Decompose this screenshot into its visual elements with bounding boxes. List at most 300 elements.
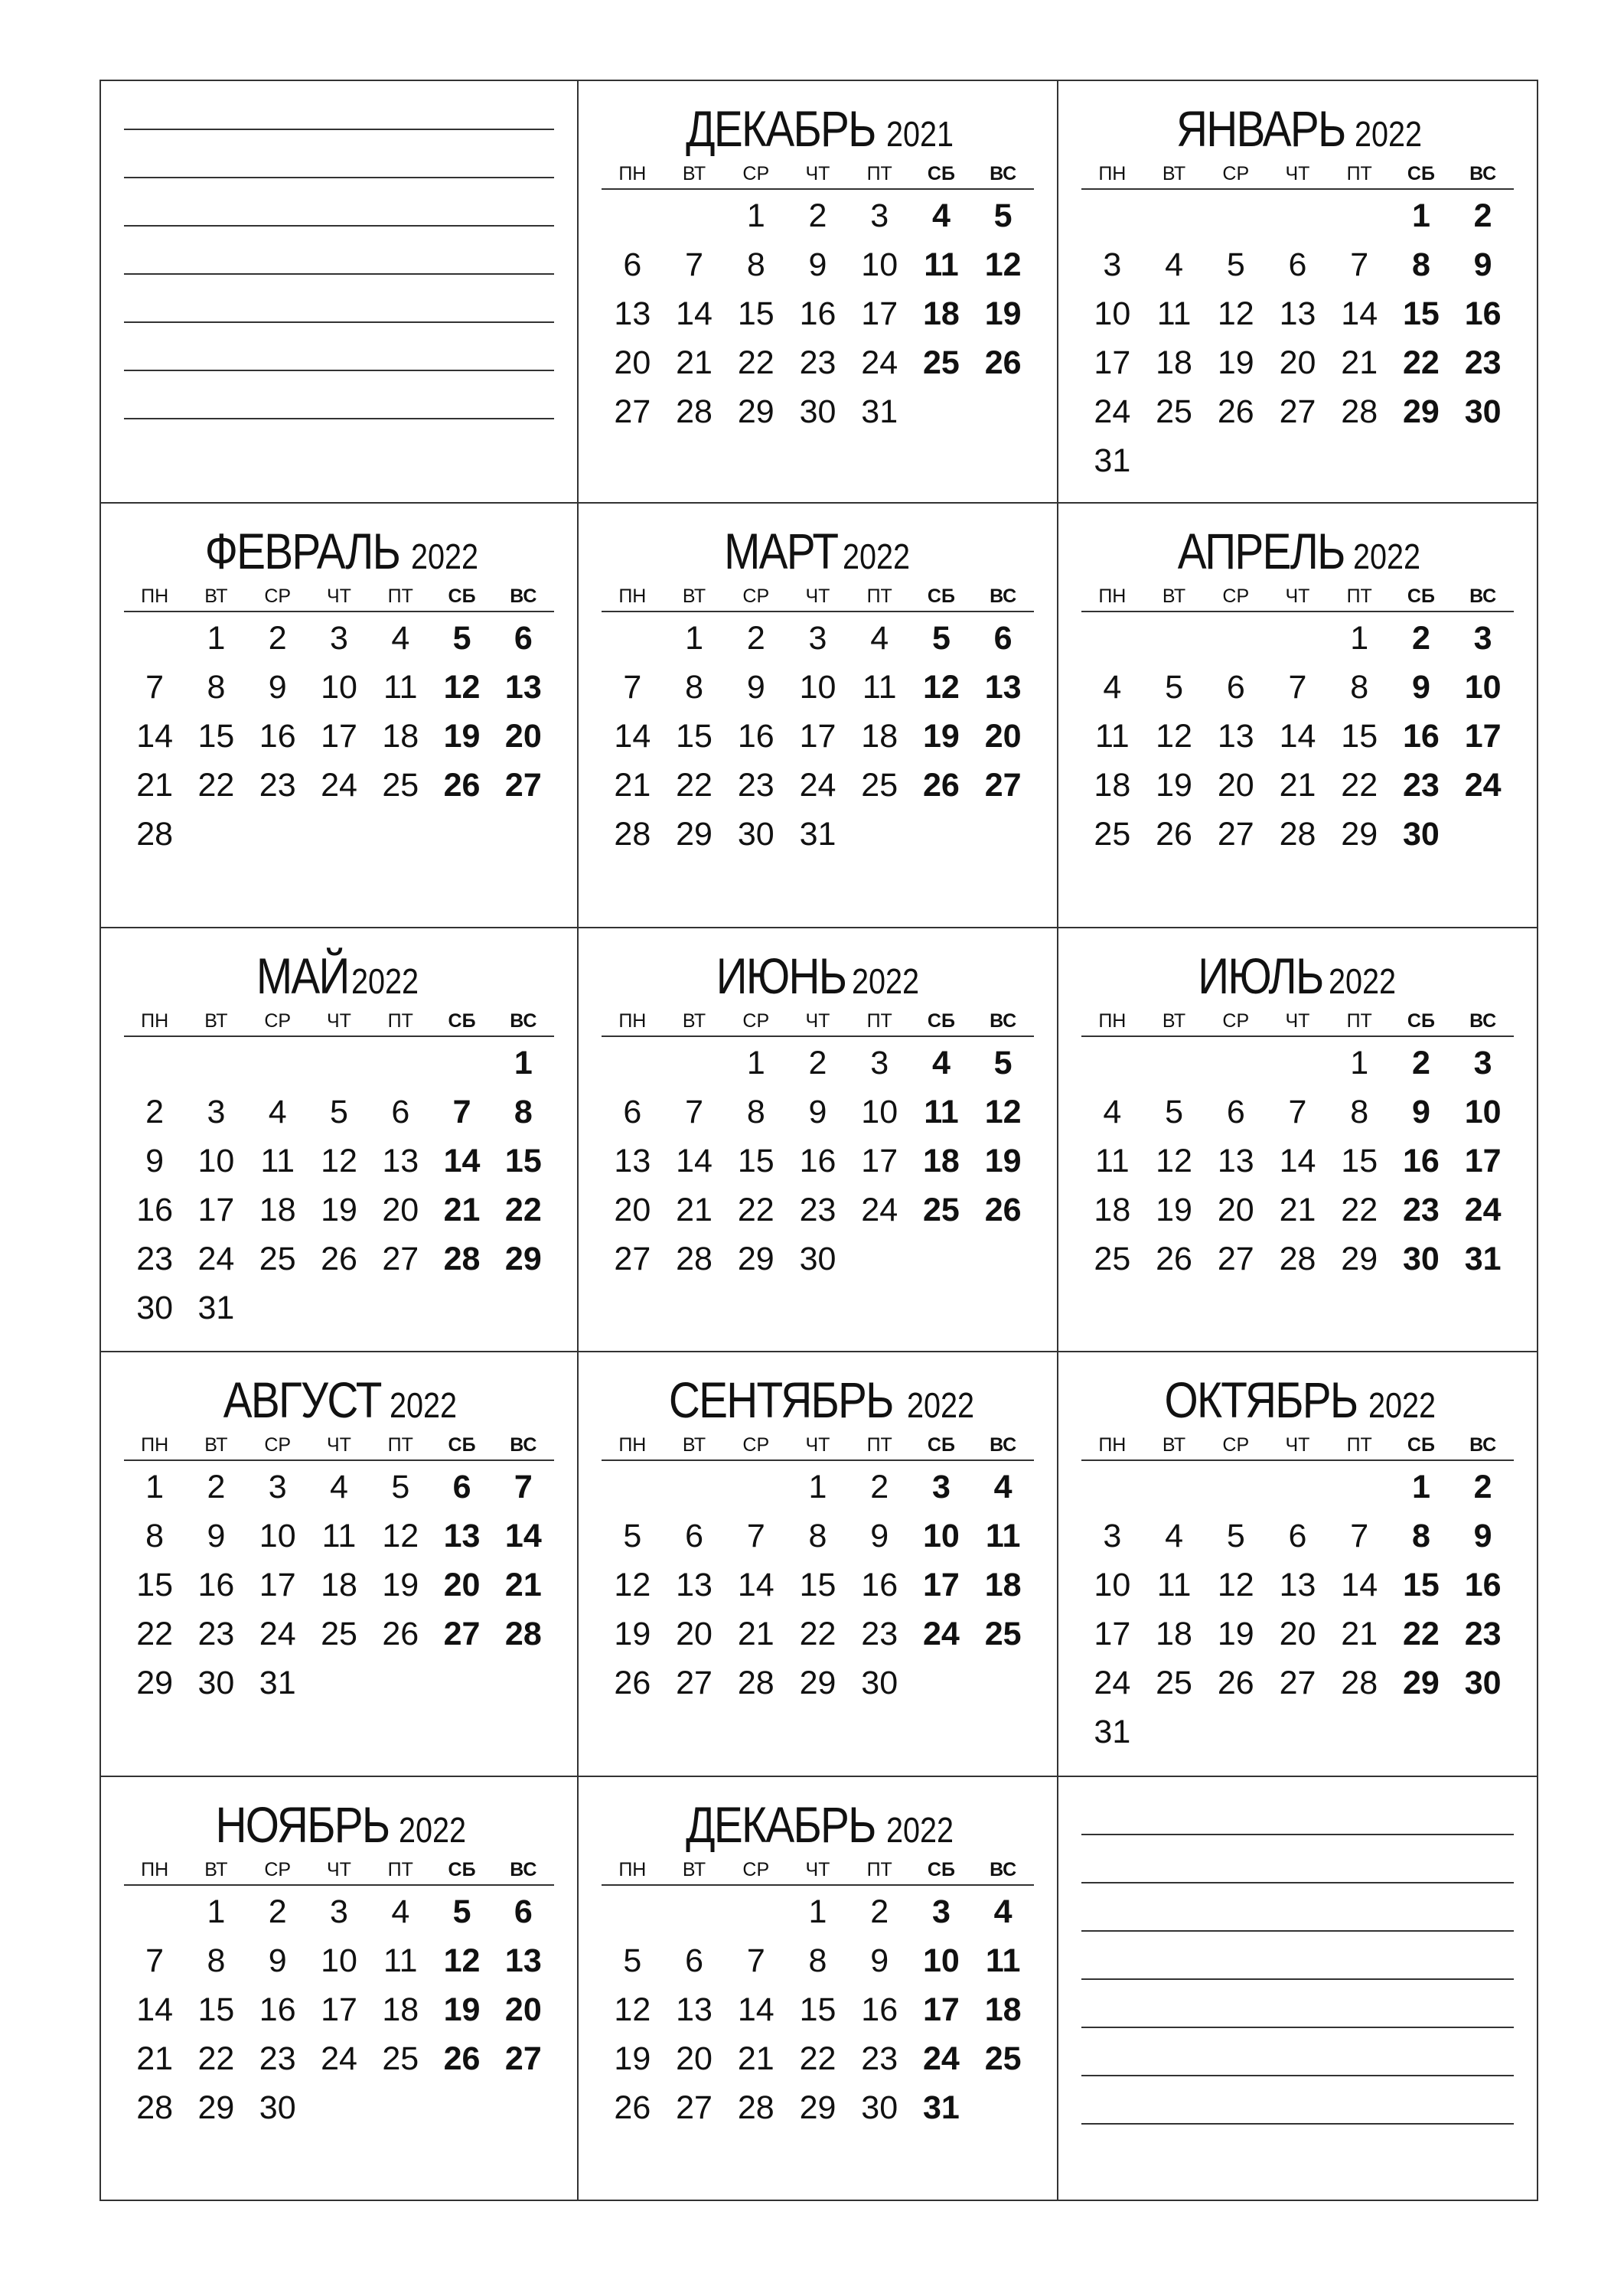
day: 7 <box>1350 246 1369 283</box>
weekend-day: 27 <box>443 1616 481 1653</box>
weekday-label: ПН <box>618 1434 647 1456</box>
weekend-day: 20 <box>984 718 1022 755</box>
weekend-day: 23 <box>1464 344 1502 381</box>
day: 5 <box>1226 1518 1245 1555</box>
weekday-label: ПН <box>141 585 169 608</box>
weekday-label: ВТ <box>1162 1009 1186 1032</box>
days-grid <box>124 1039 554 1332</box>
empty-day <box>664 191 726 240</box>
month-panel <box>579 504 1058 928</box>
weekend-day: 20 <box>443 1567 481 1604</box>
month-panel <box>99 1777 579 2201</box>
day: 27 <box>1279 1665 1316 1702</box>
day: 29 <box>197 2089 235 2126</box>
day: 29 <box>737 393 774 430</box>
day: 7 <box>746 1942 765 1979</box>
empty-day <box>1205 1463 1267 1512</box>
day: 19 <box>614 2040 651 2077</box>
empty-day <box>602 614 664 663</box>
day: 8 <box>685 669 704 706</box>
weekday-label: ВС <box>1469 163 1497 184</box>
weekday-label: ПТ <box>387 1009 413 1032</box>
day: 22 <box>737 1191 774 1228</box>
day: 25 <box>382 2040 419 2077</box>
weekday-label: ПТ <box>387 1858 413 1880</box>
weekday-label: ПТ <box>1346 585 1372 608</box>
days-grid <box>124 1463 554 1707</box>
day: 21 <box>136 2040 174 2077</box>
weekday-label: ПН <box>618 585 647 608</box>
weekend-day: 13 <box>504 1942 542 1979</box>
weekend-day: 4 <box>931 197 951 234</box>
empty-day <box>431 1039 492 1088</box>
month-year: 2022 <box>886 1809 954 1850</box>
weekday-label: ПТ <box>1346 1434 1372 1456</box>
month-title <box>602 1794 1034 1855</box>
month-title <box>1081 98 1514 159</box>
weekend-day: 1 <box>1411 197 1430 234</box>
weekday-label: СБ <box>927 1009 955 1032</box>
day: 22 <box>197 767 235 804</box>
day: 5 <box>1165 669 1184 706</box>
weekend-day: 19 <box>443 718 481 755</box>
weekday-label: ЧТ <box>327 1009 351 1032</box>
day: 16 <box>259 1991 296 2028</box>
day: 23 <box>197 1616 235 1653</box>
day: 26 <box>614 2089 651 2126</box>
day: 14 <box>737 1991 774 2028</box>
day: 5 <box>391 1469 410 1506</box>
day: 15 <box>1341 1142 1378 1179</box>
weekend-day: 11 <box>985 1518 1021 1555</box>
empty-day <box>1205 614 1267 663</box>
day: 6 <box>685 1518 704 1555</box>
empty-day <box>602 1039 664 1088</box>
day: 17 <box>799 718 836 755</box>
day: 1 <box>1350 1044 1369 1081</box>
empty-day <box>725 1887 787 1936</box>
day: 17 <box>321 1991 357 2028</box>
day: 31 <box>259 1665 296 1702</box>
month-title <box>124 945 554 1006</box>
notes-panel <box>1058 1777 1538 2201</box>
empty-day <box>1267 1463 1329 1512</box>
day: 23 <box>799 344 836 381</box>
month-title <box>602 520 1034 582</box>
day: 27 <box>1217 816 1254 853</box>
weekday-label: СР <box>742 1858 770 1880</box>
day: 12 <box>614 1991 651 2028</box>
weekday-label: ВС <box>510 1009 537 1032</box>
day: 20 <box>382 1191 419 1228</box>
day: 9 <box>808 1093 827 1130</box>
days-grid <box>602 191 1034 436</box>
day: 13 <box>1279 1567 1316 1604</box>
note-line <box>124 321 554 323</box>
day: 26 <box>382 1616 419 1653</box>
weekday-label: СР <box>264 1858 292 1880</box>
empty-day <box>124 614 185 663</box>
day: 10 <box>197 1142 235 1179</box>
day: 28 <box>1279 816 1316 853</box>
day: 9 <box>268 1942 287 1979</box>
day: 12 <box>1156 718 1192 755</box>
day: 19 <box>1156 767 1192 804</box>
month-calendar <box>602 945 1034 1283</box>
weekday-label: ПТ <box>866 1434 892 1456</box>
day: 13 <box>1217 718 1254 755</box>
weekday-label: ПТ <box>387 1434 413 1456</box>
month-panel <box>99 928 579 1352</box>
weekend-day: 29 <box>1403 393 1440 430</box>
month-panel <box>1058 80 1538 504</box>
day: 5 <box>1165 1093 1184 1130</box>
day: 31 <box>197 1289 235 1326</box>
day: 6 <box>391 1093 410 1130</box>
weekend-day: 8 <box>1411 1518 1430 1555</box>
weekday-label: ЧТ <box>327 585 351 608</box>
weekend-day: 5 <box>993 197 1013 234</box>
day: 11 <box>1156 1567 1192 1604</box>
month-name: ИЮЛЬ <box>1198 947 1323 1004</box>
note-line <box>1081 2075 1514 2076</box>
weekend-day: 6 <box>993 620 1013 657</box>
day: 13 <box>676 1991 713 2028</box>
empty-day <box>1143 614 1205 663</box>
day: 24 <box>259 1616 296 1653</box>
day: 13 <box>382 1142 419 1179</box>
day: 22 <box>737 344 774 381</box>
empty-day <box>1205 191 1267 240</box>
day: 11 <box>1095 718 1130 755</box>
weekend-day: 23 <box>1403 767 1440 804</box>
weekday-label: СР <box>1222 1009 1250 1032</box>
month-name: АПРЕЛЬ <box>1177 523 1345 580</box>
weekend-day: 6 <box>452 1469 471 1506</box>
day: 11 <box>1095 1142 1130 1179</box>
weekday-label: СБ <box>927 1858 955 1880</box>
day: 18 <box>1094 767 1131 804</box>
day: 19 <box>1156 1191 1192 1228</box>
month-year: 2022 <box>842 536 910 577</box>
weekday-label: ПН <box>618 163 647 184</box>
day: 12 <box>382 1518 419 1555</box>
day: 23 <box>259 2040 296 2077</box>
weekday-label: ВТ <box>682 1009 706 1032</box>
day: 4 <box>391 1893 410 1930</box>
day: 30 <box>136 1289 174 1326</box>
day: 22 <box>676 767 713 804</box>
weekend-day: 4 <box>993 1893 1013 1930</box>
day: 24 <box>197 1240 235 1277</box>
day: 21 <box>1279 767 1316 804</box>
weekday-header <box>124 1006 554 1037</box>
day: 31 <box>799 816 836 853</box>
month-name: ДЕКАБРЬ <box>686 1795 876 1853</box>
day: 21 <box>614 767 651 804</box>
weekday-label: ВТ <box>682 163 706 184</box>
weekday-label: ПТ <box>866 1009 892 1032</box>
day: 12 <box>614 1567 651 1604</box>
weekday-label: ПН <box>1098 1009 1127 1032</box>
weekend-day: 18 <box>923 295 960 332</box>
day: 6 <box>1288 246 1307 283</box>
weekend-day: 25 <box>923 344 960 381</box>
weekend-day: 26 <box>443 2040 481 2077</box>
weekend-day: 16 <box>1464 295 1502 332</box>
weekend-day: 17 <box>1464 1142 1502 1179</box>
day: 7 <box>1350 1518 1369 1555</box>
day: 9 <box>808 246 827 283</box>
day: 6 <box>1226 669 1245 706</box>
note-line <box>124 129 554 130</box>
day: 14 <box>676 295 713 332</box>
day: 26 <box>1217 1665 1254 1702</box>
weekend-day: 10 <box>923 1942 960 1979</box>
day: 21 <box>1341 1616 1378 1653</box>
weekday-header <box>1081 1006 1514 1037</box>
weekend-day: 2 <box>1411 620 1430 657</box>
day: 30 <box>259 2089 296 2126</box>
weekend-day: 2 <box>1473 197 1492 234</box>
day: 3 <box>330 1893 348 1930</box>
weekend-day: 14 <box>504 1518 542 1555</box>
day: 14 <box>1279 1142 1316 1179</box>
weekend-day: 13 <box>504 669 542 706</box>
day: 25 <box>1156 393 1192 430</box>
month-year: 2021 <box>886 114 954 154</box>
weekend-day: 26 <box>923 767 960 804</box>
weekday-header <box>1081 582 1514 612</box>
day: 6 <box>1226 1093 1245 1130</box>
month-calendar <box>1081 1369 1514 1756</box>
day: 18 <box>1156 1616 1192 1653</box>
month-panel <box>579 1352 1058 1776</box>
weekend-day: 13 <box>443 1518 481 1555</box>
day: 14 <box>136 1991 174 2028</box>
weekend-day: 5 <box>931 620 951 657</box>
weekend-day: 7 <box>514 1469 533 1506</box>
day: 2 <box>870 1469 889 1506</box>
day: 15 <box>676 718 713 755</box>
notes-lines <box>1081 1834 1514 2171</box>
day: 10 <box>861 246 898 283</box>
day: 21 <box>676 344 713 381</box>
weekend-day: 11 <box>985 1942 1021 1979</box>
month-name: ЯНВАРЬ <box>1176 100 1345 157</box>
day: 16 <box>799 1142 836 1179</box>
weekend-day: 29 <box>504 1240 542 1277</box>
day: 7 <box>1288 1093 1307 1130</box>
weekday-label: ПН <box>618 1858 647 1880</box>
weekday-label: СР <box>1222 585 1250 608</box>
month-name: НОЯБРЬ <box>215 1795 390 1853</box>
weekend-day: 8 <box>514 1093 533 1130</box>
weekday-label: СР <box>264 1434 292 1456</box>
weekend-day: 14 <box>443 1142 481 1179</box>
day: 9 <box>145 1142 165 1179</box>
weekday-label: ВС <box>990 163 1017 184</box>
month-calendar <box>124 520 554 859</box>
empty-day <box>664 1039 726 1088</box>
weekday-label: ЧТ <box>1285 585 1310 608</box>
month-title <box>1081 1369 1514 1430</box>
day: 1 <box>808 1469 827 1506</box>
weekend-day: 25 <box>984 2040 1022 2077</box>
day: 15 <box>737 295 774 332</box>
weekday-label: ЧТ <box>805 1009 830 1032</box>
day: 10 <box>321 669 357 706</box>
note-line <box>1081 2123 1514 2125</box>
weekday-label: СБ <box>448 585 476 608</box>
weekday-header <box>1081 1430 1514 1461</box>
day: 7 <box>746 1518 765 1555</box>
day: 13 <box>614 1142 651 1179</box>
day: 1 <box>685 620 704 657</box>
weekday-label: ПН <box>141 1434 169 1456</box>
weekend-day: 5 <box>452 1893 471 1930</box>
day: 19 <box>614 1616 651 1653</box>
day: 5 <box>623 1942 642 1979</box>
day: 17 <box>321 718 357 755</box>
day: 23 <box>799 1191 836 1228</box>
weekend-day: 12 <box>984 1093 1022 1130</box>
note-line <box>124 273 554 275</box>
weekday-label: ЧТ <box>1285 1434 1310 1456</box>
weekend-day: 26 <box>443 767 481 804</box>
day: 29 <box>799 1665 836 1702</box>
weekend-day: 6 <box>514 1893 533 1930</box>
day: 29 <box>799 2089 836 2126</box>
day: 2 <box>268 1893 287 1930</box>
day: 3 <box>870 197 889 234</box>
weekend-day: 24 <box>923 2040 960 2077</box>
day: 30 <box>197 1665 235 1702</box>
day: 23 <box>259 767 296 804</box>
empty-day <box>1267 614 1329 663</box>
day: 21 <box>737 1616 774 1653</box>
weekend-day: 12 <box>984 246 1022 283</box>
day: 14 <box>1341 295 1378 332</box>
days-grid <box>1081 614 1514 859</box>
day: 3 <box>808 620 827 657</box>
days-grid <box>124 1887 554 2132</box>
weekend-day: 21 <box>504 1567 542 1604</box>
day: 17 <box>197 1191 235 1228</box>
month-panel <box>99 504 579 928</box>
weekday-label: ПН <box>1098 163 1127 184</box>
empty-day <box>1143 191 1205 240</box>
day: 11 <box>260 1142 295 1179</box>
weekend-day: 3 <box>931 1469 951 1506</box>
weekend-day: 19 <box>984 1142 1022 1179</box>
day: 11 <box>383 1942 418 1979</box>
day: 14 <box>676 1142 713 1179</box>
day: 11 <box>1156 295 1192 332</box>
day: 20 <box>1217 1191 1254 1228</box>
weekday-label: СБ <box>927 585 955 608</box>
day: 17 <box>861 295 898 332</box>
weekend-day: 19 <box>923 718 960 755</box>
weekend-day: 12 <box>923 669 960 706</box>
day: 16 <box>259 718 296 755</box>
days-grid <box>1081 1039 1514 1283</box>
day: 1 <box>746 197 765 234</box>
weekend-day: 31 <box>923 2089 960 2126</box>
day: 14 <box>614 718 651 755</box>
days-grid <box>602 1039 1034 1283</box>
day: 10 <box>321 1942 357 1979</box>
day: 12 <box>1217 1567 1254 1604</box>
day: 7 <box>685 246 704 283</box>
day: 14 <box>1341 1567 1378 1604</box>
weekend-day: 3 <box>1473 1044 1492 1081</box>
day: 1 <box>808 1893 827 1930</box>
empty-day <box>124 1887 185 1936</box>
weekday-label: СБ <box>448 1009 476 1032</box>
month-calendar <box>1081 520 1514 859</box>
month-year: 2022 <box>851 960 919 1001</box>
day: 29 <box>737 1240 774 1277</box>
day: 28 <box>1341 393 1378 430</box>
weekend-day: 10 <box>923 1518 960 1555</box>
empty-day <box>1329 191 1391 240</box>
weekday-label: СБ <box>448 1858 476 1880</box>
weekend-day: 16 <box>1403 718 1440 755</box>
day: 18 <box>321 1567 357 1604</box>
day: 11 <box>383 669 418 706</box>
day: 2 <box>268 620 287 657</box>
day: 4 <box>1103 669 1122 706</box>
day: 5 <box>1226 246 1245 283</box>
day: 24 <box>1094 1665 1131 1702</box>
day: 25 <box>321 1616 357 1653</box>
day: 28 <box>737 1665 774 1702</box>
weekday-label: ЧТ <box>805 1434 830 1456</box>
weekday-label: ВТ <box>682 585 706 608</box>
weekday-label: СБ <box>1407 1434 1435 1456</box>
day: 28 <box>136 2089 174 2126</box>
empty-day <box>602 1463 664 1512</box>
day: 1 <box>207 620 226 657</box>
month-calendar <box>1081 945 1514 1283</box>
days-grid <box>1081 191 1514 485</box>
weekday-header <box>1081 159 1514 190</box>
weekend-day: 9 <box>1473 1518 1492 1555</box>
day: 27 <box>1279 393 1316 430</box>
weekday-label: СБ <box>448 1434 476 1456</box>
day: 26 <box>1156 1240 1192 1277</box>
note-line <box>1081 1882 1514 1883</box>
day: 27 <box>614 1240 651 1277</box>
day: 13 <box>676 1567 713 1604</box>
weekday-label: ВС <box>510 1858 537 1880</box>
day: 21 <box>1279 1191 1316 1228</box>
month-calendar <box>602 98 1034 436</box>
day: 14 <box>1279 718 1316 755</box>
weekday-label: ПТ <box>1346 163 1372 184</box>
weekend-day: 18 <box>984 1991 1022 2028</box>
day: 7 <box>145 1942 165 1979</box>
day: 3 <box>1103 1518 1122 1555</box>
weekday-label: ПН <box>1098 585 1127 608</box>
day: 25 <box>1156 1665 1192 1702</box>
month-year: 2022 <box>906 1385 974 1426</box>
weekday-label: ВТ <box>682 1858 706 1880</box>
weekend-day: 5 <box>452 620 471 657</box>
day: 2 <box>870 1893 889 1930</box>
weekend-day: 25 <box>923 1191 960 1228</box>
